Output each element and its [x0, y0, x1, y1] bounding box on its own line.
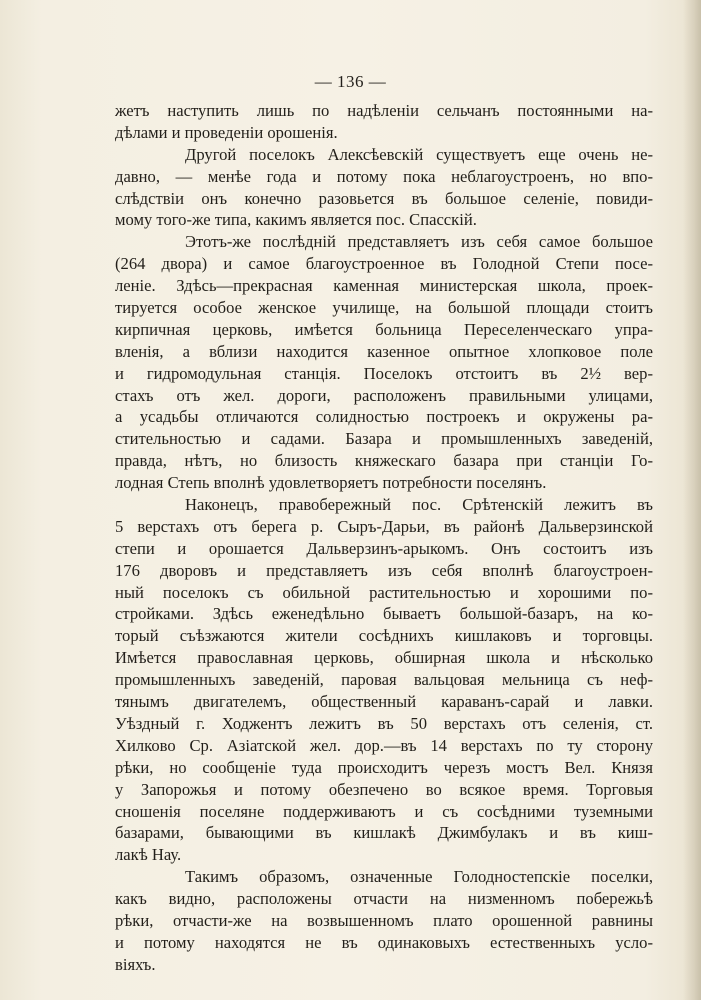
- text-line: 5 верстахъ отъ берега р. Сыръ-Дарьи, въ районѣ Дальверзинской: [115, 516, 653, 536]
- text-line: какъ видно, расположены отчасти на низменномъ побережьѣ: [115, 889, 653, 909]
- text-line: Имѣется православная церковь, обширная школа и нѣсколько: [115, 648, 653, 668]
- text-line: Такимъ образомъ, означенные Голодностепскіе поселки,: [185, 867, 653, 887]
- text-line: 176 дворовъ и представляетъ изъ себя вполнѣ благоустроен-: [115, 560, 653, 580]
- text-line: базарами, бывающими въ кишлакѣ Джимбулакъ и въ киш-: [115, 823, 653, 843]
- text-line: и гидромодульная станція. Поселокъ отстоитъ въ 2½ вер-: [115, 363, 653, 383]
- text-line: рѣки, отчасти-же на возвышенномъ плато орошенной равнины: [115, 910, 653, 930]
- text-line: вленія, а вблизи находится казенное опытное хлопковое поле: [115, 341, 653, 361]
- page-number: — 136 —: [314, 72, 387, 91]
- text-line: давно, — менѣе года и потому пока неблагоустроенъ, но впо-: [115, 166, 653, 186]
- text-line: Этотъ-же послѣдній представляетъ изъ себя самое большое: [185, 232, 653, 252]
- text-line: віяхъ.: [115, 954, 156, 974]
- text-line: тируется особое женское училище, на большой площади стоитъ: [115, 298, 653, 318]
- text-line: сношенія поселяне поддерживаютъ и съ сосѣдними туземными: [115, 801, 653, 821]
- text-line: дѣлами и проведеніи орошенія.: [115, 122, 338, 142]
- text-line: ный поселокъ съ обильной растительностью и хорошими по-: [115, 582, 653, 602]
- text-line: Наконецъ, правобережный пос. Срѣтенскій лежитъ въ: [185, 495, 653, 515]
- text-line: (264 двора) и самое благоустроенное въ Голодной Степи посе-: [115, 254, 653, 274]
- text-line: Другой поселокъ Алексѣевскій существуетъ еще очень не-: [185, 144, 653, 164]
- text-line: Хилково Ср. Азіатской жел. дор.—въ 14 верстахъ по ту сторону: [115, 735, 653, 755]
- text-line: рѣки, но сообщеніе туда происходитъ черезъ мостъ Вел. Князя: [115, 757, 653, 777]
- text-line: Уѣздный г. Ходжентъ лежитъ въ 50 верстахъ отъ селенія, ст.: [115, 713, 653, 733]
- text-line: стахъ отъ жел. дороги, расположенъ правильными улицами,: [115, 385, 653, 405]
- text-line: и потому находятся не въ одинаковыхъ естественныхъ усло-: [115, 932, 653, 952]
- text-line: жетъ наступить лишь по надѣленіи сельчанъ постоянными на-: [115, 101, 653, 120]
- text-line: правда, нѣтъ, но близость княжескаго базара при станціи Го-: [115, 451, 653, 471]
- text-line: стройками. Здѣсь еженедѣльно бываетъ большой-базаръ, на ко-: [115, 604, 653, 624]
- text-line: тянымъ двигателемъ, общественный караванъ-сарай и лавки.: [115, 692, 653, 712]
- page-edge-shadow: [683, 0, 701, 1000]
- text-line: слѣдствіи онъ конечно разовьется въ большое селеніе, повиди-: [115, 188, 653, 208]
- text-line: лакѣ Нау.: [115, 845, 182, 865]
- text-line: степи и орошается Дальверзинъ-арыкомъ. Онъ состоитъ изъ: [115, 538, 653, 558]
- text-line: кирпичная церковь, имѣется больница Переселенческаго упра-: [115, 319, 653, 339]
- text-line: лодная Степь вполнѣ удовлетворяетъ потребности поселянъ.: [115, 473, 547, 493]
- text-line: промышленныхъ заведеній, паровая вальцовая мельница съ неф-: [115, 670, 653, 690]
- text-line: леніе. Здѣсь—прекрасная каменная министерская школа, проек-: [115, 276, 653, 296]
- text-line: стительностью и садами. Базара и промышленныхъ заведеній,: [115, 429, 653, 449]
- text-line: у Запорожья и потому обезпечено во всякое время. Торговыя: [115, 779, 653, 799]
- text-line: торый съѣзжаются жители сосѣднихъ кишлаковъ и торговцы.: [115, 626, 653, 646]
- text-line: а усадьбы отличаются солидностью построекъ и окружены ра-: [115, 407, 653, 427]
- text-line: мому того-же типа, какимъ является пос. Спасскій.: [115, 210, 477, 230]
- body-text: [115, 100, 653, 976]
